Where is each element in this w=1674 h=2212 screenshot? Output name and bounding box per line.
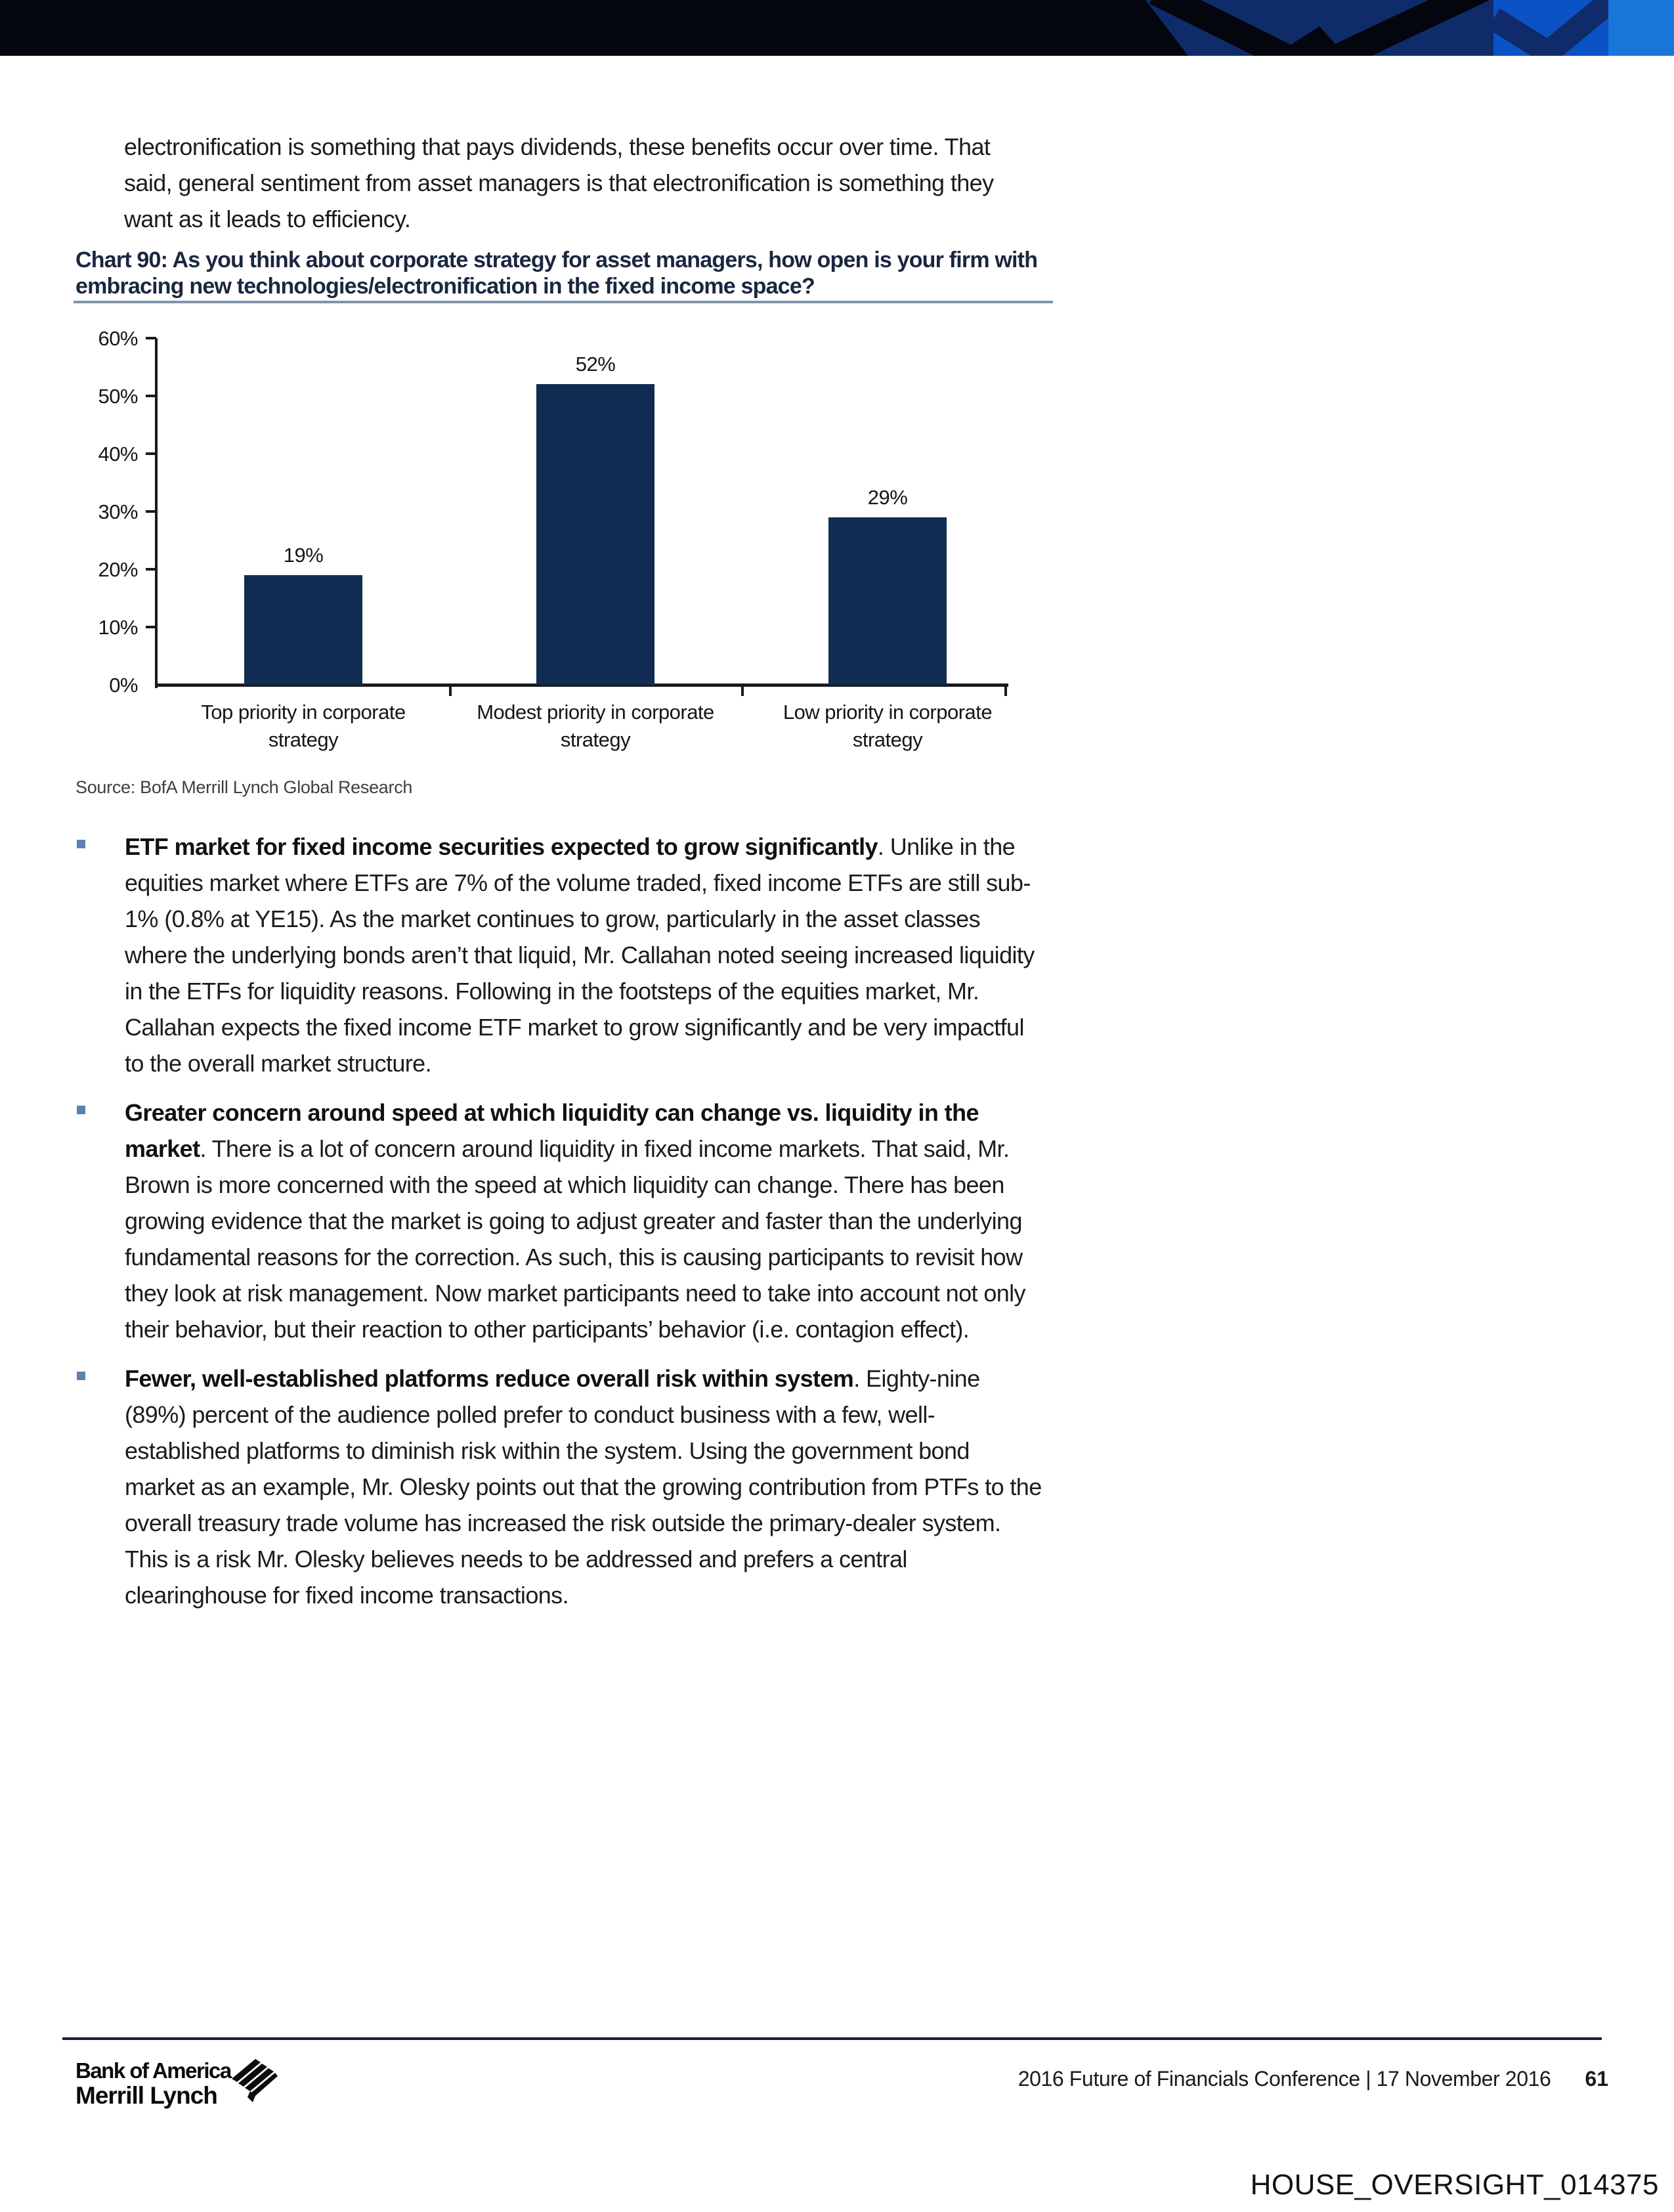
key-points-list <box>75 829 1046 1626</box>
x-axis-category-label: Low priority in corporate strategy <box>783 701 993 751</box>
y-axis-tick-label: 10% <box>98 616 138 639</box>
bofa-flag-icon <box>226 2056 280 2104</box>
page-number: 61 <box>1585 2067 1608 2091</box>
bullet-square-icon <box>77 840 85 848</box>
intro-paragraph: electronification is something that pays dividends, these benefits occur over time. That said, general sentiment from asset managers is that electronification is something they want as it leads to efficiency. <box>124 133 994 232</box>
x-axis-category-label: Modest priority in corporate strategy <box>477 701 714 751</box>
brand-name-line1: Bank of America <box>75 2058 231 2083</box>
chart-title: Chart 90: As you think about corporate strategy for asset managers, how open is your firm with embracing new technologies/electronification in the fixed income space? <box>75 248 1038 299</box>
bullet-body: . Unlike in the equities market where ETFs are 7% of the volume traded, fixed income ETFs are still sub-1% (0.8% at YE15). As the market continues to grow, particularly in the asset classes where the underlying bonds aren’t that liquid, Mr. Callahan noted seeing increased liquidity in the ETFs for liquidity reasons. Following in the footsteps of the equities market, Mr. Callahan expects the fixed income ETF market to grow significantly and be very impactful to the overall market structure. <box>125 833 1035 1077</box>
banner-flag-graphic <box>1109 0 1674 56</box>
bullet-body: . There is a lot of concern around liquidity in fixed income markets. That said, Mr. Brown is more concerned with the speed at which liquidity can change. There has been growing evidence that the market is going to adjust greater and faster than the underlying fundamental reasons for the correction. As such, this is causing participants to revisit how they look at risk management. Now market participants need to take into account not only their behavior, but their reaction to other participants’ behavior (i.e. contagion effect). <box>125 1135 1025 1343</box>
bar-value-label: 52% <box>575 353 616 376</box>
bullet-lead: Fewer, well-established platforms reduce overall risk within system <box>125 1365 854 1392</box>
bullet-square-icon <box>77 1372 85 1380</box>
footer-rule <box>62 2037 1602 2040</box>
bates-stamp: HOUSE_OVERSIGHT_014375 <box>1250 2169 1659 2201</box>
top-banner <box>0 0 1674 56</box>
bar-2 <box>536 384 655 685</box>
y-axis-tick-label: 20% <box>98 558 138 581</box>
bullet-square-icon <box>77 1106 85 1114</box>
list-item <box>75 829 1046 1081</box>
bar-value-label: 29% <box>867 486 908 509</box>
list-item <box>75 1360 1046 1613</box>
x-axis-category-label: Top priority in corporate strategy <box>201 701 406 751</box>
conference-info: 2016 Future of Financials Conference | 17 November 2016 <box>1018 2067 1551 2091</box>
y-axis-tick <box>146 452 156 455</box>
y-axis-tick <box>146 395 156 397</box>
brand-logo <box>75 2059 231 2109</box>
list-item <box>75 1095 1046 1347</box>
x-axis-tick <box>741 687 744 696</box>
bullet-text <box>125 1095 1042 1347</box>
y-axis-tick-label: 40% <box>98 443 138 466</box>
y-axis-tick <box>146 568 156 571</box>
y-axis-tick-label: 50% <box>98 385 138 408</box>
x-axis-tick <box>449 687 452 696</box>
bullet-body: . Eighty-nine (89%) percent of the audience polled prefer to conduct business with a few, well-established platforms to diminish risk within the system. Using the government bond market as an example, Mr. Olesky points out that the growing contribution from PTFs to the overall treasury trade volume has increased the risk outside the primary-dealer system. This is a risk Mr. Olesky believes needs to be addressed and prefers a central clearinghouse for fixed income transactions. <box>125 1365 1042 1609</box>
bullet-text <box>125 829 1042 1081</box>
y-axis-tick <box>146 510 156 513</box>
y-axis-tick <box>146 626 156 628</box>
bar-3 <box>828 517 947 685</box>
y-axis-tick-label: 60% <box>98 327 138 350</box>
footer-right <box>1018 2067 1608 2091</box>
bullet-lead: Greater concern around speed at which liquidity can change vs. liquidity in the market <box>125 1099 979 1162</box>
chart-source: Source: BofA Merrill Lynch Global Research <box>75 777 413 797</box>
y-axis-tick-label: 0% <box>109 674 138 697</box>
bullet-lead: ETF market for fixed income securities expected to grow significantly <box>125 833 878 860</box>
y-axis-tick-label: 30% <box>98 500 138 523</box>
chart-title-rule <box>74 301 1053 303</box>
y-axis-line <box>155 338 158 688</box>
bar-1 <box>244 575 362 685</box>
y-axis-tick <box>146 337 156 339</box>
x-axis-tick <box>1004 687 1007 696</box>
bullet-text <box>125 1360 1042 1613</box>
bar-value-label: 19% <box>283 544 324 567</box>
x-axis-line <box>155 683 1008 687</box>
brand-name-line2: Merrill Lynch <box>75 2082 217 2109</box>
